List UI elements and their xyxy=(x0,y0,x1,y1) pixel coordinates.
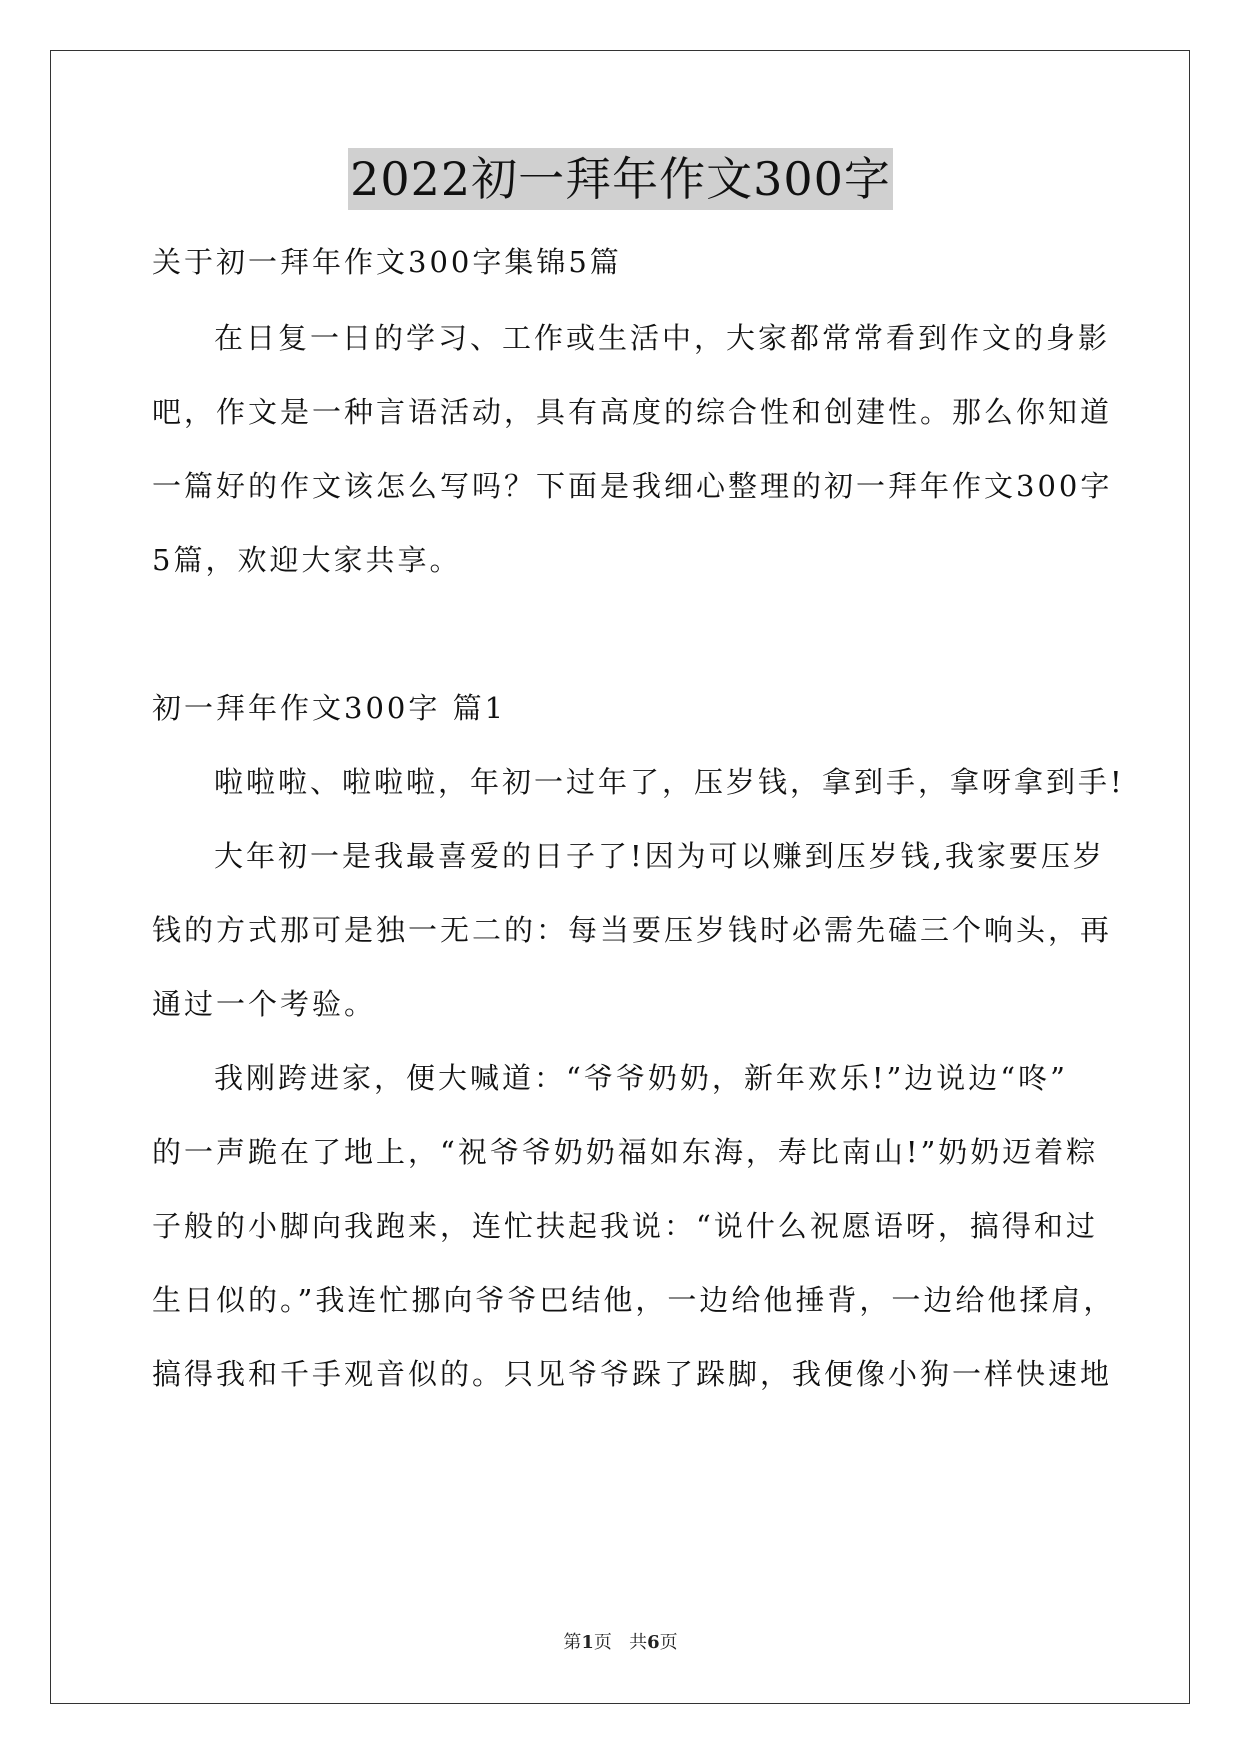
intro-line: 在日复一日的学习、工作或生活中，大家都常常看到作文的身影 xyxy=(214,321,1111,355)
section-heading: 初一拜年作文300字 篇1 xyxy=(152,691,507,725)
total-prefix: 共 xyxy=(629,1632,648,1653)
page-footer xyxy=(0,1628,1241,1654)
paragraph-line: 我刚跨进家，便大喊道：“爷爷奶奶，新年欢乐!”边说边“咚” xyxy=(214,1061,1068,1095)
intro-line: 5篇，欢迎大家共享。 xyxy=(152,543,462,577)
paragraph-line: 生日似的。”我连忙挪向爷爷巴结他，一边给他捶背，一边给他揉肩， xyxy=(152,1283,1116,1317)
paragraph-line: 的一声跪在了地上，“祝爷爷奶奶福如东海，寿比南山!”奶奶迈着粽 xyxy=(152,1135,1099,1169)
current-page-number: 1 xyxy=(581,1632,594,1653)
total-pages-number: 6 xyxy=(647,1632,660,1653)
paragraph-line: 通过一个考验。 xyxy=(152,987,377,1021)
total-suffix: 页 xyxy=(659,1632,678,1653)
page-frame xyxy=(50,50,1190,1704)
paragraph-line: 啦啦啦、啦啦啦，年初一过年了，压岁钱，拿到手，拿呀拿到手! xyxy=(214,765,1125,799)
page-prefix: 第 xyxy=(563,1632,582,1653)
document-title: 2022初一拜年作文300字 xyxy=(348,148,893,210)
paragraph-line: 子般的小脚向我跑来，连忙扶起我说：“说什么祝愿语呀，搞得和过 xyxy=(152,1209,1098,1243)
document-subtitle: 关于初一拜年作文300字集锦5篇 xyxy=(152,245,622,279)
paragraph-line: 大年初一是我最喜爱的日子了!因为可以赚到压岁钱,我家要压岁 xyxy=(214,839,1105,873)
paragraph-line: 钱的方式那可是独一无二的：每当要压岁钱时必需先磕三个响头，再 xyxy=(152,913,1113,947)
intro-line: 一篇好的作文该怎么写吗？下面是我细心整理的初一拜年作文300字 xyxy=(152,469,1113,503)
title-wrap xyxy=(0,148,1241,210)
paragraph-line: 搞得我和千手观音似的。只见爷爷跺了跺脚，我便像小狗一样快速地 xyxy=(152,1357,1113,1391)
page-suffix: 页 xyxy=(593,1632,612,1653)
intro-line: 吧，作文是一种言语活动，具有高度的综合性和创建性。那么你知道 xyxy=(152,395,1113,429)
